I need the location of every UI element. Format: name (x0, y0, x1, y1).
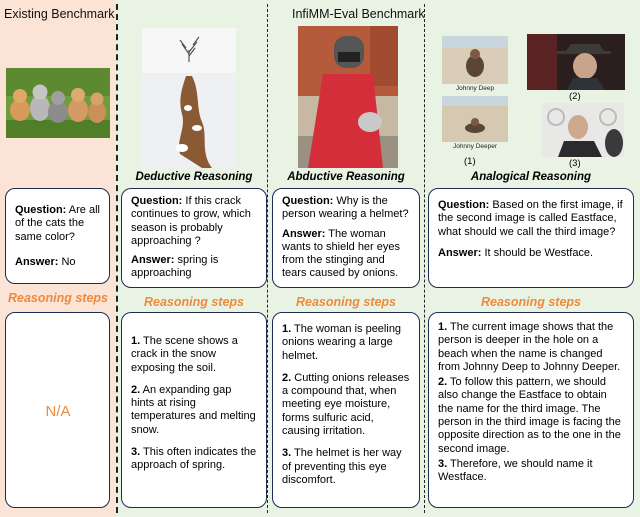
existing-benchmark-title: Existing Benchmark (4, 7, 115, 21)
deductive-reasoning-steps-title: Reasoning steps (143, 295, 245, 309)
snow-crack-photo (142, 28, 236, 168)
cats-photo (6, 68, 110, 138)
existing-question-box: Question: Are all of the cats the same color? Answer: No (5, 188, 110, 284)
divider-deductive-abductive (267, 4, 268, 513)
main-divider (116, 4, 118, 513)
analogical-reasoning-steps-title: Reasoning steps (480, 295, 582, 309)
abductive-reasoning-title: Abductive Reasoning (287, 171, 405, 183)
johnny-deep-photo (442, 36, 508, 84)
helmet-woman-photo (298, 26, 398, 168)
abductive-question-box: Question: Why is the person wearing a helmet? Answer: The woman wants to shield her eyes from the stinging and tears caused by onions. (272, 188, 420, 288)
label-image-1: (1) (464, 156, 476, 167)
deductive-reasoning-title: Deductive Reasoning (135, 171, 253, 183)
johnny-deeper-photo (442, 96, 508, 142)
abductive-reasoning-steps-title: Reasoning steps (295, 295, 397, 309)
steps-not-available: N/A (45, 403, 71, 420)
deductive-steps-box: 1. The scene shows a crack in the snow exposing the soil. 2. An expanding gap hints at rising temperatures and melting snow. 3. This often indicates the approach of spring. (121, 312, 267, 508)
label-image-3: (3) (569, 158, 581, 169)
label-image-2: (2) (569, 91, 581, 102)
divider-abductive-analogical (424, 4, 425, 513)
caption-johnny-deeper: Johnny Deeper (452, 143, 498, 150)
abductive-steps-box: 1. The woman is peeling onions wearing a large helmet. 2. Cutting onions releases a compound that, when meeting eye moisture, forms sulfuric acid, causing irritation. 3. The helmet is her way of preventing this eye discomfort. (272, 312, 420, 508)
infimm-benchmark-title: InfiMM-Eval Benchmark (292, 7, 425, 21)
existing-reasoning-steps-title: Reasoning steps (7, 291, 109, 305)
westface-photo (542, 103, 624, 157)
analogical-reasoning-title: Analogical Reasoning (470, 171, 592, 183)
analogical-question-box: Question: Based on the first image, if the second image is called Eastface, what should we call the third image? Answer: It should be Westface. (428, 188, 634, 288)
caption-johnny-deep: Johnny Deep (455, 85, 495, 92)
eastface-photo (527, 34, 625, 90)
deductive-question-box: Question: If this crack continues to grow, which season is probably approaching ? Answer: spring is approaching (121, 188, 267, 288)
analogical-steps-box: 1. The current image shows that the person is deeper in the hole on a beach when the name is changed from Johnny Deep to Johnny Deeper. 2. To follow this pattern, we should also change the Eastface to obtain the name for the third image. The person in the third image is facing the opposite direction as to the one in the second image. 3. Therefore, we should name it Westface. (428, 312, 634, 508)
